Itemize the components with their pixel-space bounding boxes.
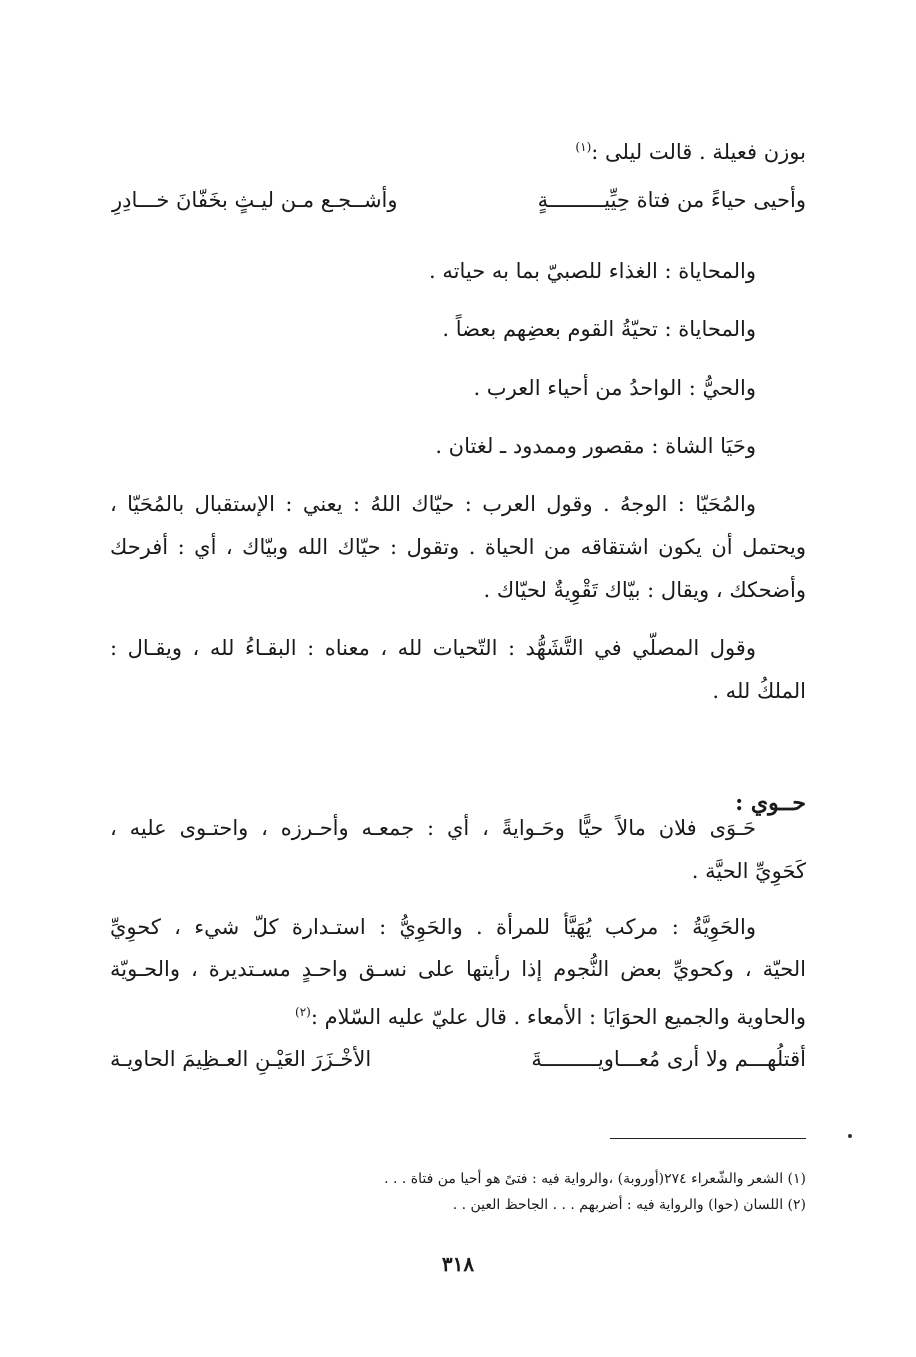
- verse2-second-hemistich: الأخْـزَرَ العَيْـنِ العـظِيمَ الحاويـة: [110, 1047, 372, 1071]
- footnote-ref-1: (١): [575, 140, 592, 154]
- entry-heading: حــوي :: [735, 790, 806, 816]
- page-number: ٣١٨: [441, 1252, 475, 1276]
- paragraph-line: والحَوِيَّةُ : مركب يُهَيَّأ للمرأة . والحَوِيُّ : استـدارة كلّ شيء ، كحوِيِّ: [110, 915, 756, 939]
- paragraph-line: والمحاياة : الغذاء للصبيّ بما به حياته .: [429, 259, 756, 283]
- footnote-2: (٢) اللسان (حوا) والرواية فيه : أضربهم . . . الجاحظ العين . .: [452, 1197, 806, 1213]
- paragraph-line: كَحَوِيِّ الحيَّة .: [691, 859, 806, 883]
- paragraph-line: [110, 997, 806, 1032]
- intro-text: بوزن فعيلة . قالت ليلى :: [591, 140, 806, 164]
- paragraph-line: الحيّة ، وكحويِّ بعض النُّجوم إذا رأيتها على نسـق واحـدٍ مسـتديرة ، والحـويّة: [110, 957, 806, 981]
- paragraph-line: وقول المصلّي في التَّشَهُّد : التّحيات لله ، معناه : البقـاءُ لله ، ويقـال :: [110, 636, 756, 660]
- paragraph-line: الملكُ لله .: [712, 679, 806, 703]
- footnote-1: (١) الشعر والشّعراء ٢٧٤(أوروبة) ،والرواية فيه : فتىً هو أحيا من فتاة . . .: [384, 1171, 806, 1187]
- verse1-first-hemistich: وأحيى حياءً من فتاة حِيِّيـــــــــةٍ: [537, 188, 806, 212]
- paragraph-line: حَـوَى فلان مالاً حيًّا وحَـوايةً ، أي : جمعـه وأحـرزه ، واحتـوى عليه ،: [110, 816, 756, 840]
- paragraph-line: وحَيَا الشاة : مقصور وممدود ـ لغتان .: [435, 434, 756, 458]
- verse2-first-hemistich: أقتلُهـــم ولا أرى مُعـــاويـــــــــةَ: [531, 1047, 806, 1071]
- verse1-second-hemistich: وأشــجـع مـن ليـثٍ بخَفّانَ خـــادِرِ: [112, 188, 398, 212]
- paragraph-line: ويحتمل أن يكون اشتقاقه من الحياة . وتقول : حيّاك الله وبيّاك ، أي : أفرحك: [110, 535, 806, 559]
- margin-mark: [848, 1134, 852, 1138]
- paragraph-line: والحيُّ : الواحدُ من أحياء العرب .: [473, 376, 756, 400]
- intro-line: [110, 132, 806, 167]
- footnote-ref-2: (٢): [295, 1005, 311, 1019]
- paragraph-line: وأضحكك ، ويقال : بيّاك تَقْوِيةٌ لحيّاك .: [483, 578, 806, 602]
- paragraph-line: والمُحَيّا : الوجهُ . وقول العرب : حيّاك اللهُ : يعني : الإستقبال بالمُحَيّا ،: [110, 492, 756, 516]
- paragraph-text: والحاوية والجميع الحوَايَا : الأمعاء . قال عليّ عليه السّلام :: [310, 1005, 806, 1029]
- footnote-separator: [610, 1138, 806, 1139]
- paragraph-line: والمحاياة : تحيّةُ القوم بعضِهم بعضاً .: [442, 317, 756, 341]
